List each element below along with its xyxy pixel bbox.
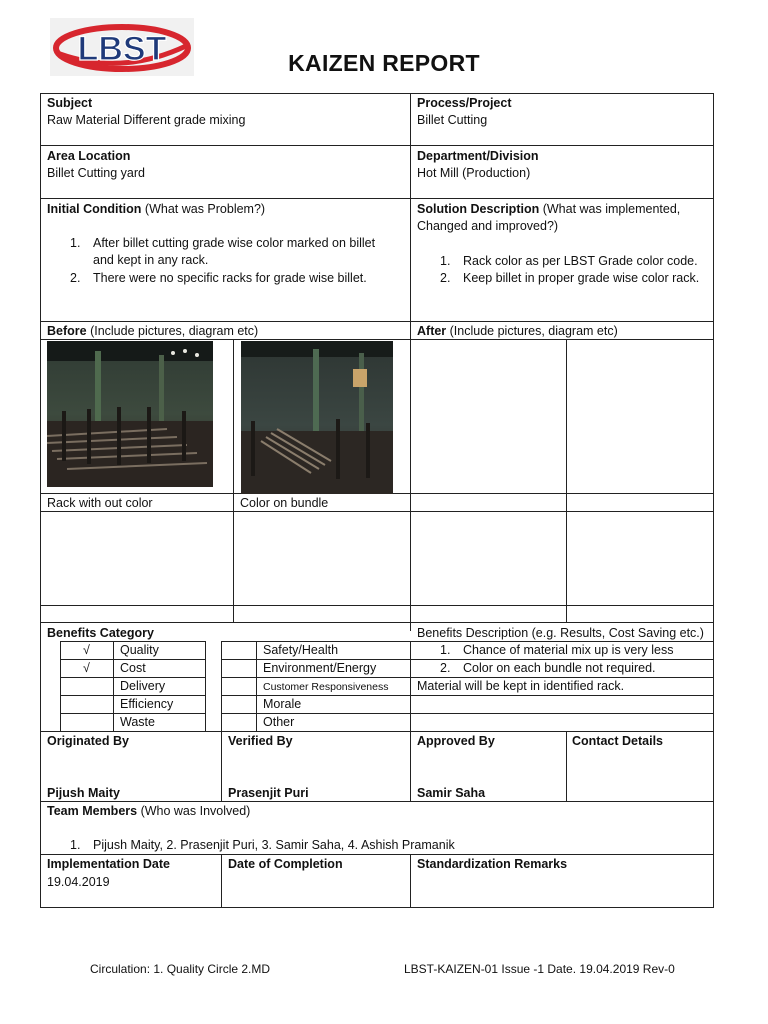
solution-item-1-num: 1.: [440, 254, 451, 268]
originated-by-label: Originated By: [47, 734, 129, 748]
solution-heading-line2: Changed and improved?): [417, 219, 559, 233]
category-waste: Waste: [120, 715, 155, 729]
department-value: Hot Mill (Production): [417, 166, 531, 180]
benefit-desc-2: Color on each bundle not required.: [463, 661, 656, 675]
category-efficiency: Efficiency: [120, 697, 174, 711]
solution-heading: Solution Description (What was implemented,: [417, 202, 681, 216]
benefit-desc-3: Material will be kept in identified rack.: [417, 679, 625, 693]
footer-circulation: Circulation: 1. Quality Circle 2.MD: [90, 962, 271, 976]
initial-item-1-line2: and kept in any rack.: [93, 253, 209, 267]
before-heading: Before (Include pictures, diagram etc): [47, 324, 259, 338]
benefit-desc-2-num: 2.: [440, 661, 451, 675]
solution-item-2: Keep billet in proper grade wise color rack.: [463, 271, 700, 285]
benefits-category-label: Benefits Category: [47, 626, 154, 640]
after-heading: After (Include pictures, diagram etc): [417, 324, 618, 338]
category-other: Other: [263, 715, 295, 729]
verified-by-label: Verified By: [228, 734, 293, 748]
category-delivery: Delivery: [120, 679, 166, 693]
caption-color-on-bundle: Color on bundle: [240, 496, 329, 510]
page-title: KAIZEN REPORT: [288, 50, 480, 76]
before-photo-rack: [47, 341, 213, 487]
contact-details-label: Contact Details: [572, 734, 663, 748]
initial-item-1-num: 1.: [70, 236, 81, 250]
initial-item-2-num: 2.: [70, 271, 81, 285]
approved-by-label: Approved By: [417, 734, 495, 748]
process-label: Process/Project: [417, 96, 512, 110]
benefit-desc-1: Chance of material mix up is very less: [463, 643, 674, 657]
solution-item-1: Rack color as per LBST Grade color code.: [463, 254, 698, 268]
logo-text: LBST: [77, 30, 167, 68]
category-environment-energy: Environment/Energy: [263, 661, 377, 675]
category-morale: Morale: [263, 697, 302, 711]
check-cost[interactable]: √: [83, 661, 90, 675]
implementation-date-label: Implementation Date: [47, 857, 170, 871]
solution-item-2-num: 2.: [440, 271, 451, 285]
before-photo-bundle: [241, 341, 393, 494]
approved-by-name: Samir Saha: [417, 786, 486, 800]
department-label: Department/Division: [417, 149, 539, 163]
category-quality: Quality: [120, 643, 159, 657]
team-members-list: Pijush Maity, 2. Prasenjit Puri, 3. Samir Saha, 4. Ashish Pramanik: [93, 838, 455, 852]
initial-item-2-line1: There were no specific racks for grade wise billet.: [93, 271, 367, 285]
subject-value: Raw Material Different grade mixing: [47, 113, 246, 127]
benefit-desc-1-num: 1.: [440, 643, 451, 657]
check-quality[interactable]: √: [83, 643, 90, 657]
footer-doc-ref: LBST-KAIZEN-01 Issue -1 Date. 19.04.2019 Rev-0: [404, 962, 675, 976]
completion-date-label: Date of Completion: [228, 857, 343, 871]
area-value: Billet Cutting yard: [47, 166, 145, 180]
team-members-heading: Team Members (Who was Involved): [47, 804, 251, 818]
benefits-description-heading: Benefits Description (e.g. Results, Cost Saving etc.): [417, 626, 704, 640]
standardization-remarks-label: Standardization Remarks: [417, 857, 568, 871]
category-customer-responsiveness: Customer Responsiveness: [263, 681, 389, 693]
area-label: Area Location: [47, 149, 131, 163]
subject-label: Subject: [47, 96, 93, 110]
team-members-num: 1.: [70, 838, 81, 852]
category-safety-health: Safety/Health: [263, 643, 339, 657]
category-cost: Cost: [120, 661, 146, 675]
initial-item-1-line1: After billet cutting grade wise color marked on billet: [93, 236, 376, 250]
verified-by-name: Prasenjit Puri: [228, 786, 309, 800]
caption-rack-without-color: Rack with out color: [47, 496, 153, 510]
process-value: Billet Cutting: [417, 113, 488, 127]
implementation-date-value: 19.04.2019: [47, 875, 110, 889]
initial-heading: Initial Condition (What was Problem?): [47, 202, 266, 216]
originated-by-name: Pijush Maity: [47, 786, 120, 800]
